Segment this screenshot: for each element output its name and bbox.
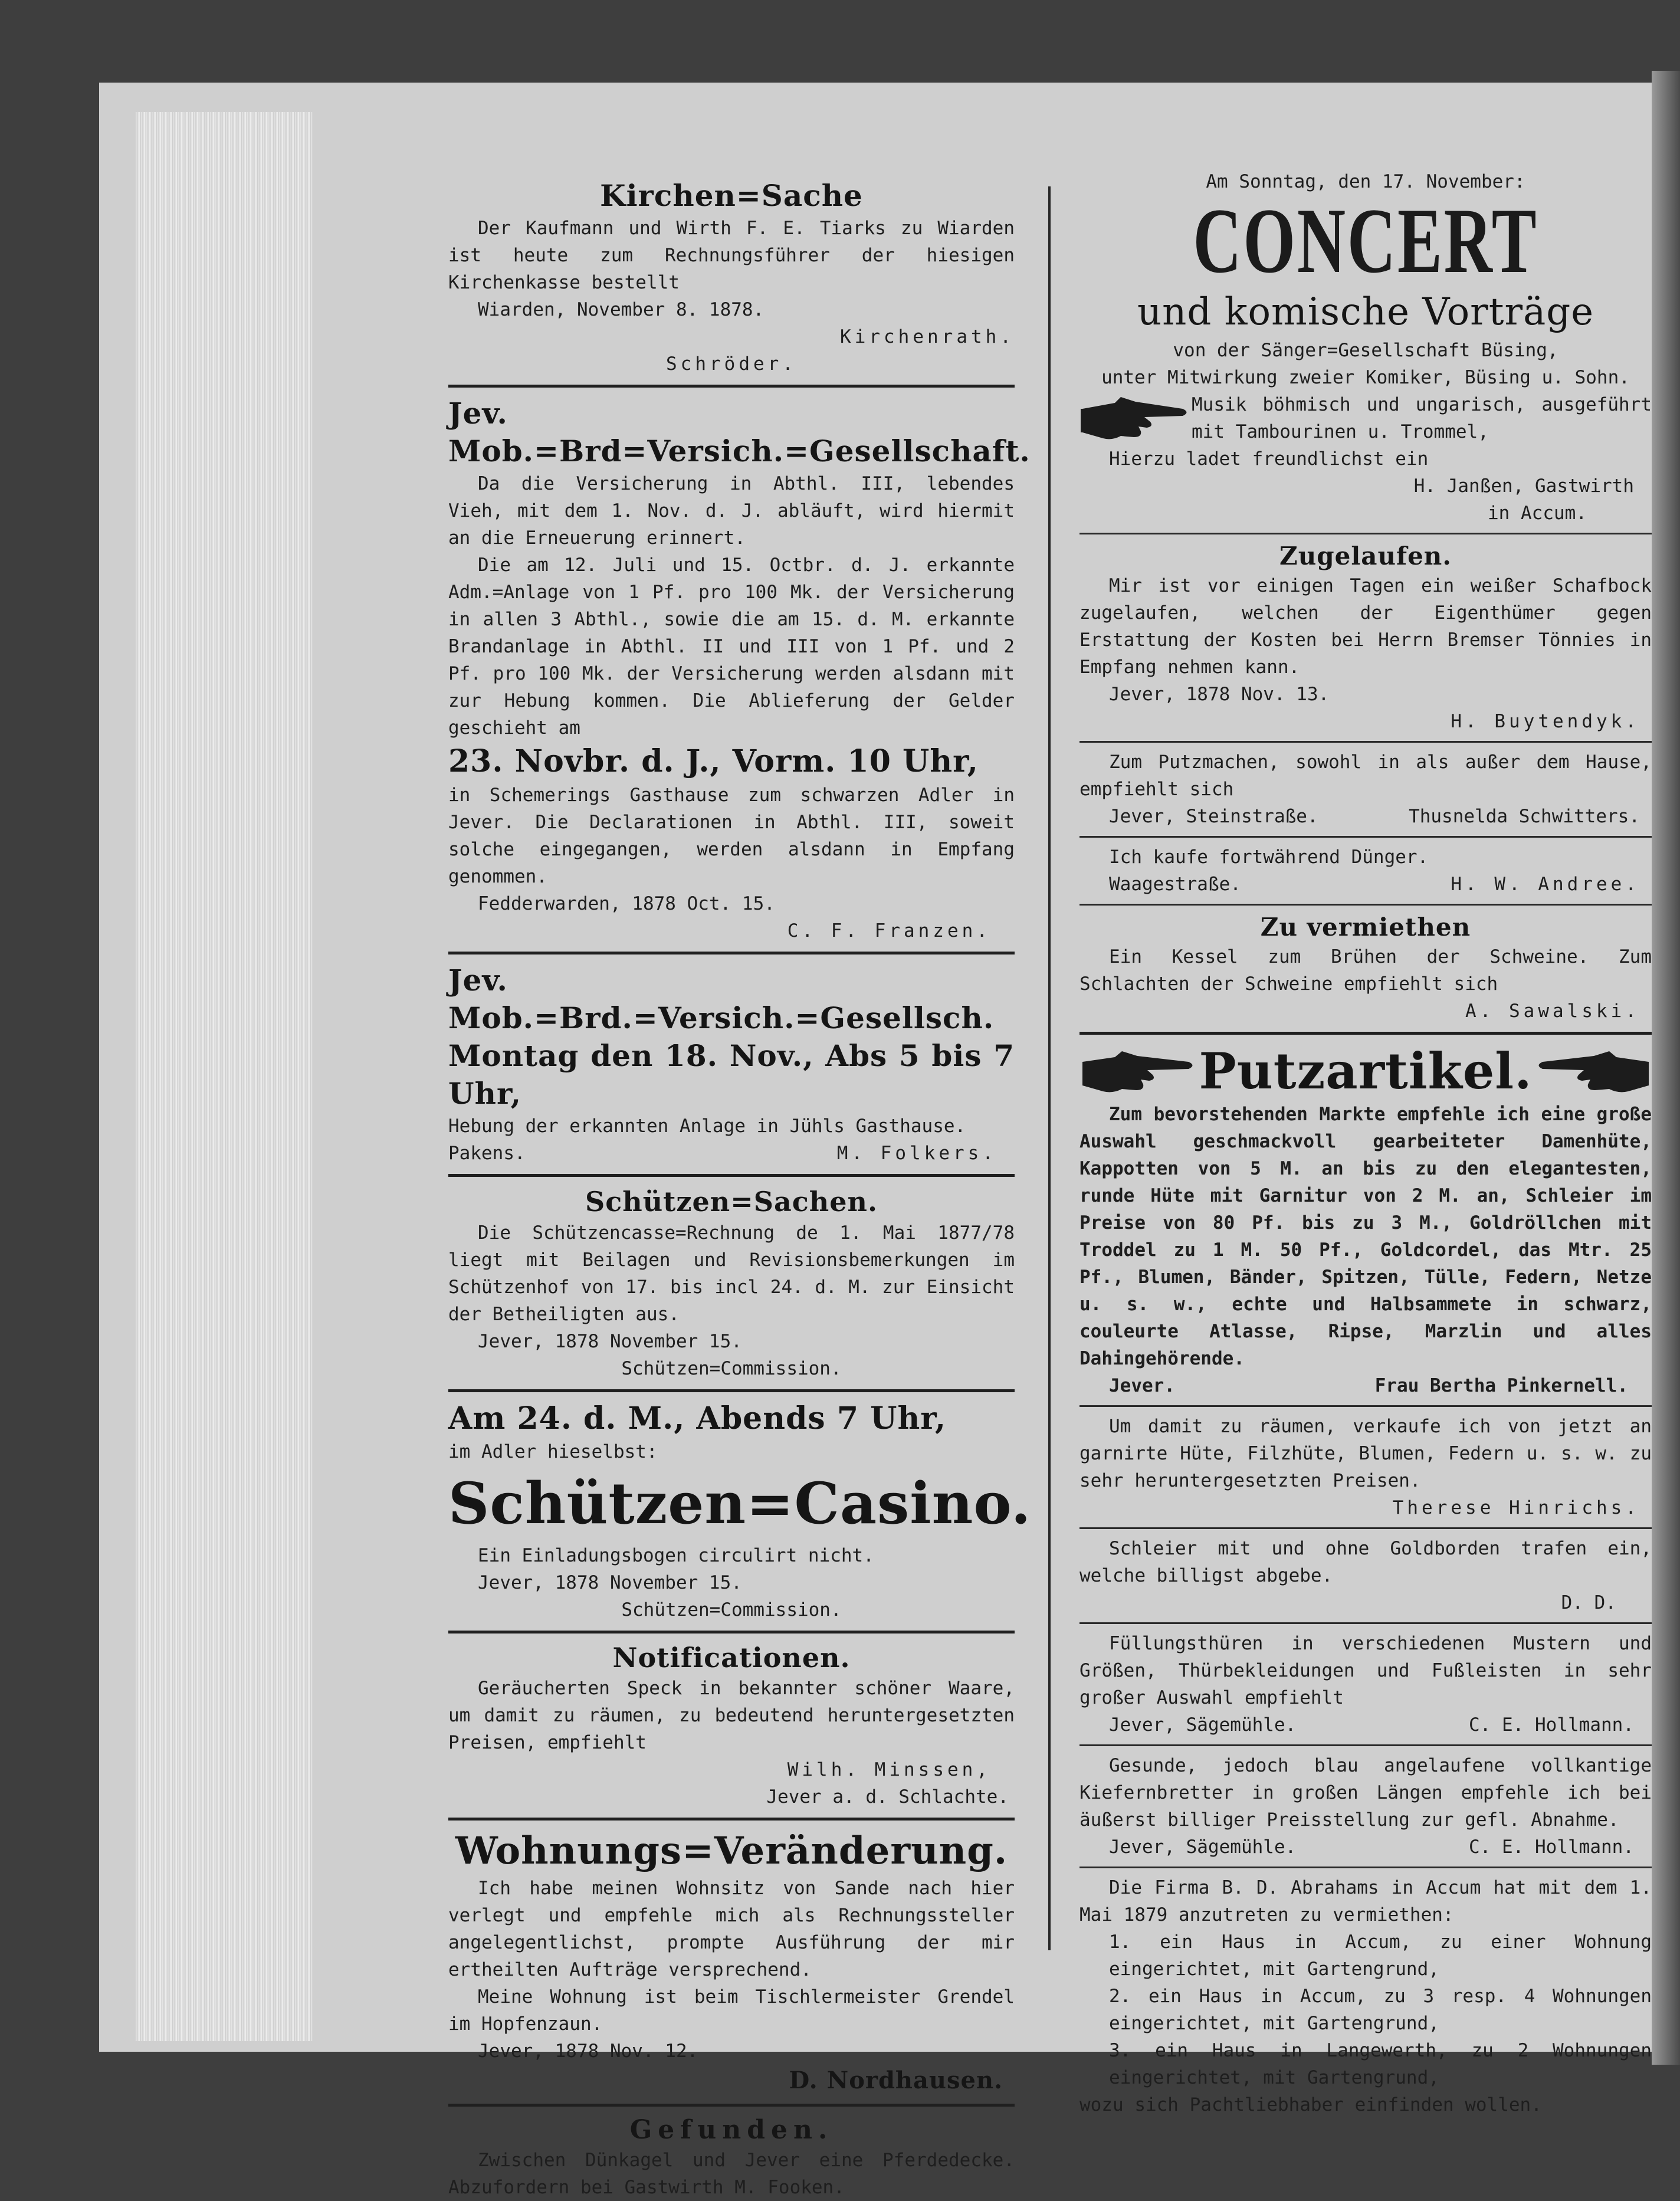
ad-wohnungs-veraenderung xyxy=(448,1828,1015,2097)
divider xyxy=(448,385,1015,388)
ad-title: Jev. Mob.=Brd.=Versich.=Gesellsch. xyxy=(448,963,995,1035)
ad-abrahams xyxy=(1079,1874,1652,2118)
divider xyxy=(448,1389,1015,1392)
dateline: Jever, 1878 November 15. xyxy=(478,1572,742,1593)
divider xyxy=(448,1631,1015,1633)
list-item: 3. ein Haus in Langewerth, zu 2 Wohnungen eingerichtet, mit Gartengrund, xyxy=(1109,2040,1652,2088)
ad-body: von der Sänger=Gesellschaft Büsing, xyxy=(1173,340,1558,361)
divider xyxy=(1079,1867,1652,1868)
ad-body: Ein Kessel zum Brühen der Schweine. Zum Schlachten der Schweine empfiehlt sich xyxy=(1079,946,1652,995)
ad-body: Füllungsthüren in verschiedenen Mustern und Größen, Thürbekleidungen und Fußleisten in sehr großer Auswahl empfiehlt xyxy=(1079,1633,1652,1708)
ad-concert xyxy=(1079,168,1652,527)
left-column xyxy=(448,177,1032,2201)
divider xyxy=(1079,904,1652,906)
ad-body: Zum Putzmachen, sowohl in als außer dem Hause, empfiehlt sich xyxy=(1079,752,1652,800)
ad-body: Hierzu ladet freundlichst ein xyxy=(1109,448,1429,470)
dateline: Jever, 1878 Nov. 13. xyxy=(1109,684,1330,705)
ad-title: CONCERT xyxy=(1193,189,1538,293)
divider xyxy=(448,1174,1015,1177)
ad-body: Da die Versicherung in Abthl. III, lebendes Vieh, mit dem 1. Nov. d. J. abläuft, wird hiermit an die Erneuerung erinnert. xyxy=(448,473,1015,549)
divider xyxy=(1079,836,1652,838)
list-item: 1. ein Haus in Accum, zu einer Wohnung eingerichtet, mit Gartengrund, xyxy=(1109,1931,1652,1980)
divider xyxy=(1079,1405,1652,1407)
divider xyxy=(1079,1032,1652,1035)
signature: Schützen=Commission. xyxy=(621,1358,842,1379)
ad-body: Ich habe meinen Wohnsitz von Sande nach hier verlegt und empfehle mich als Rechnungssteller angelegentlichst, prompte Ausführung der mir ertheilten Aufträge versprechend. xyxy=(448,1878,1015,1980)
ad-title: Schützen=Sachen. xyxy=(585,1186,878,1218)
signature: Therese Hinrichs. xyxy=(1392,1497,1640,1518)
ad-title: Schützen=Casino. xyxy=(448,1470,1032,1537)
ad-date-headline: Montag den 18. Nov., Abs 5 bis 7 Uhr, xyxy=(448,1038,1015,1111)
ad-body: Schleier mit und ohne Goldborden trafen ein, welche billigst abgebe. xyxy=(1079,1538,1652,1586)
pointing-hand-icon xyxy=(1079,1048,1197,1095)
pointing-hand-icon xyxy=(1534,1048,1652,1095)
ad-date: Am Sonntag, den 17. November: xyxy=(1206,171,1525,192)
ad-body: Musik böhmisch und ungarisch, ausgeführt mit Tambourinen u. Trommel, xyxy=(1192,394,1652,442)
ad-body: Die Firma B. D. Abrahams in Accum hat mit dem 1. Mai 1879 anzutreten zu vermiethen: xyxy=(1079,1877,1652,1926)
ad-body: Der Kaufmann und Wirth F. E. Tiarks zu Wiarden ist heute zum Rechnungsführer der hiesigen Kirchenkasse bestellt xyxy=(448,218,1015,293)
ad-body: wozu sich Pachtliebhaber einfinden wollen. xyxy=(1079,2094,1542,2115)
signature: C. E. Hollmann. xyxy=(1469,1714,1634,1736)
ad-schuetzen-casino xyxy=(448,1399,1032,1623)
signature: Kirchenrath. xyxy=(840,326,1015,347)
ad-schuetzen-sachen xyxy=(448,1184,1015,1382)
ad-hinrichs xyxy=(1079,1413,1652,1521)
divider xyxy=(448,2104,1015,2107)
ad-schleier xyxy=(1079,1535,1652,1616)
ad-title: Kirchen=Sache xyxy=(600,178,863,213)
divider xyxy=(1079,533,1652,534)
ad-kirchen-sache xyxy=(448,177,1015,378)
signature: Schröder. xyxy=(666,353,797,375)
signature: C. E. Hollmann. xyxy=(1469,1836,1634,1858)
dateline: Wiarden, November 8. 1878. xyxy=(478,299,764,320)
book-page-edges xyxy=(136,112,313,2041)
dateline: Jever, 1878 November 15. xyxy=(478,1331,742,1352)
signature: A. Sawalski. xyxy=(1465,1001,1640,1022)
signature: Thusnelda Schwitters. xyxy=(1409,806,1640,827)
ad-title: Wohnungs=Veränderung. xyxy=(455,1829,1008,1873)
list-item: 2. ein Haus in Accum, zu 3 resp. 4 Wohnungen eingerichtet, mit Gartengrund, xyxy=(1109,1986,1652,2034)
signature: H. Buytendyk. xyxy=(1451,711,1640,732)
ad-title: Putzartikel. xyxy=(1199,1042,1533,1100)
ad-kiefernbretter xyxy=(1079,1752,1652,1861)
signature: D. Nordhausen. xyxy=(789,2066,1003,2094)
signature: C. F. Franzen. xyxy=(787,920,991,942)
divider xyxy=(1079,1527,1652,1529)
ad-body: Ein Einladungsbogen circulirt nicht. xyxy=(478,1545,874,1566)
ad-date-headline: 23. Novbr. d. J., Vorm. 10 Uhr, xyxy=(448,743,979,779)
place: Jever, Steinstraße. xyxy=(1109,806,1318,827)
signature: H. Janßen, Gastwirth xyxy=(1413,475,1634,497)
ad-zugelaufen xyxy=(1079,540,1652,735)
signature: Wilh. Minssen, xyxy=(787,1759,991,1780)
ad-putzartikel xyxy=(1079,1042,1652,1399)
ad-fuellungsthueren xyxy=(1079,1630,1652,1739)
ad-title: Gefunden. xyxy=(629,2115,834,2145)
right-gutter xyxy=(1652,71,1680,2065)
ad-duenger xyxy=(1079,844,1652,898)
ad-body: Zwischen Dünkagel und Jever eine Pferdedecke. Abzufordern bei Gastwirth M. Fooken. xyxy=(448,2150,1015,2198)
place: Jever, Sägemühle. xyxy=(1109,1836,1297,1858)
signature: Frau Bertha Pinkernell. xyxy=(1374,1375,1628,1396)
signature: M. Folkers. xyxy=(836,1143,997,1164)
ad-body: Zum bevorstehenden Markte empfehle ich eine große Auswahl geschmackvoll gearbeiteter Damenhüte, Kappotten von 5 M. an bis zu den elegantesten, runde Hüte mit Garnitur von 2 M. an, Schleier im Preise von 80 Pf. bis zu 3 M., Goldröllchen mit Troddel zu 1 M. 50 Pf., Goldcordel, das Mtr. 25 Pf., Blumen, Bänder, Spitzen, Tülle, Federn, Netze u. s. w., echte und Halbsammete in schwarz, couleurte Atlasse, Ripse, Marzlin und alles Dahingehörende. xyxy=(1079,1104,1652,1369)
divider xyxy=(448,1818,1015,1821)
ad-title: Notificationen. xyxy=(612,1642,851,1674)
signature: Schützen=Commission. xyxy=(621,1599,842,1621)
pointing-hand-icon xyxy=(1079,391,1192,444)
place: Jever. xyxy=(1109,1375,1175,1396)
ad-subtitle: und komische Vorträge xyxy=(1137,290,1594,334)
ad-body: Die Schützencasse=Rechnung de 1. Mai 1877/78 liegt mit Beilagen und Revisionsbemerkungen im Schützenhof von 17. bis incl 24. d. M. zur Einsicht der Betheiligten aus. xyxy=(448,1222,1015,1325)
divider xyxy=(1079,1622,1652,1624)
place: Jever, Sägemühle. xyxy=(1109,1714,1297,1736)
ad-title: Zu vermiethen xyxy=(1260,913,1471,942)
ad-body: unter Mitwirkung zweier Komiker, Büsing u. Sohn. xyxy=(1101,367,1630,388)
ad-body: Ich kaufe fortwährend Dünger. xyxy=(1109,847,1429,868)
divider xyxy=(1079,1744,1652,1746)
ad-date-headline: Am 24. d. M., Abends 7 Uhr, xyxy=(448,1400,946,1436)
ad-body: im Adler hieselbst: xyxy=(448,1441,658,1462)
column-divider xyxy=(1048,186,1051,1950)
ad-title: Jev. Mob.=Brd=Versich.=Gesellschaft. xyxy=(448,396,1031,468)
ad-notificationen xyxy=(448,1641,1015,1810)
signature-place: Jever a. d. Schlachte. xyxy=(766,1786,1009,1808)
ad-title: Zugelaufen. xyxy=(1279,542,1452,570)
ad-body: Mir ist vor einigen Tagen ein weißer Schafbock zugelaufen, welchen der Eigenthümer gegen Erstattung der Kosten bei Herrn Bremser Tönnies in Empfang nehmen kann. xyxy=(1079,575,1652,678)
ad-body: Die am 12. Juli und 15. Octbr. d. J. erkannte Adm.=Anlage von 1 Pf. pro 100 Mk. der Versicherung in allen 3 Abthl., sowie die am 15. d. M. erkannte Brandanlage in Abthl. II und III von 1 Pf. und 2 Pf. pro 100 Mk. der Versicherung werden alsdann mit zur Hebung kommen. Die Ablieferung der Gelder geschieht am xyxy=(448,555,1015,739)
ad-body: Gesunde, jedoch blau angelaufene vollkantige Kiefernbretter in großen Längen empfehle ich bei äußerst billiger Preisstellung zur gefl. Abnahme. xyxy=(1079,1755,1652,1831)
ad-body: Hebung der erkannten Anlage in Jühls Gasthause. xyxy=(448,1116,966,1137)
ad-body: Geräucherten Speck in bekannter schöner Waare, um damit zu räumen, zu bedeutend heruntergesetzten Preisen, empfiehlt xyxy=(448,1678,1015,1753)
divider xyxy=(448,952,1015,954)
ad-zu-vermiethen xyxy=(1079,911,1652,1025)
ad-putzmachen xyxy=(1079,749,1652,830)
ad-body: Um damit zu räumen, verkaufe ich von jetzt an garnirte Hüte, Filzhüte, Blumen, Federn u. s. w. zu sehr heruntergesetzten Preisen. xyxy=(1079,1416,1652,1491)
dateline: Fedderwarden, 1878 Oct. 15. xyxy=(478,893,775,914)
signature: D. D. xyxy=(1561,1592,1616,1613)
ad-body: in Schemerings Gasthause zum schwarzen Adler in Jever. Die Declarationen in Abthl. III, soweit solche eingegangen, werden alsdann in Empfang genommen. xyxy=(448,785,1015,887)
dateline: Jever, 1878 Nov. 12. xyxy=(478,2041,698,2062)
signature-place: in Accum. xyxy=(1488,503,1587,524)
place: Pakens. xyxy=(448,1143,526,1164)
signature: H. W. Andree. xyxy=(1451,874,1640,895)
divider xyxy=(1079,741,1652,743)
ad-gefunden xyxy=(448,2114,1015,2201)
right-column xyxy=(1079,168,1652,2118)
place: Waagestraße. xyxy=(1109,874,1241,895)
ad-jev-gesellschaft-hebung xyxy=(448,962,1015,1167)
ad-body: Meine Wohnung ist beim Tischlermeister Grendel im Hopfenzaun. xyxy=(448,1986,1015,2035)
ad-jev-versicherung xyxy=(448,395,1031,944)
